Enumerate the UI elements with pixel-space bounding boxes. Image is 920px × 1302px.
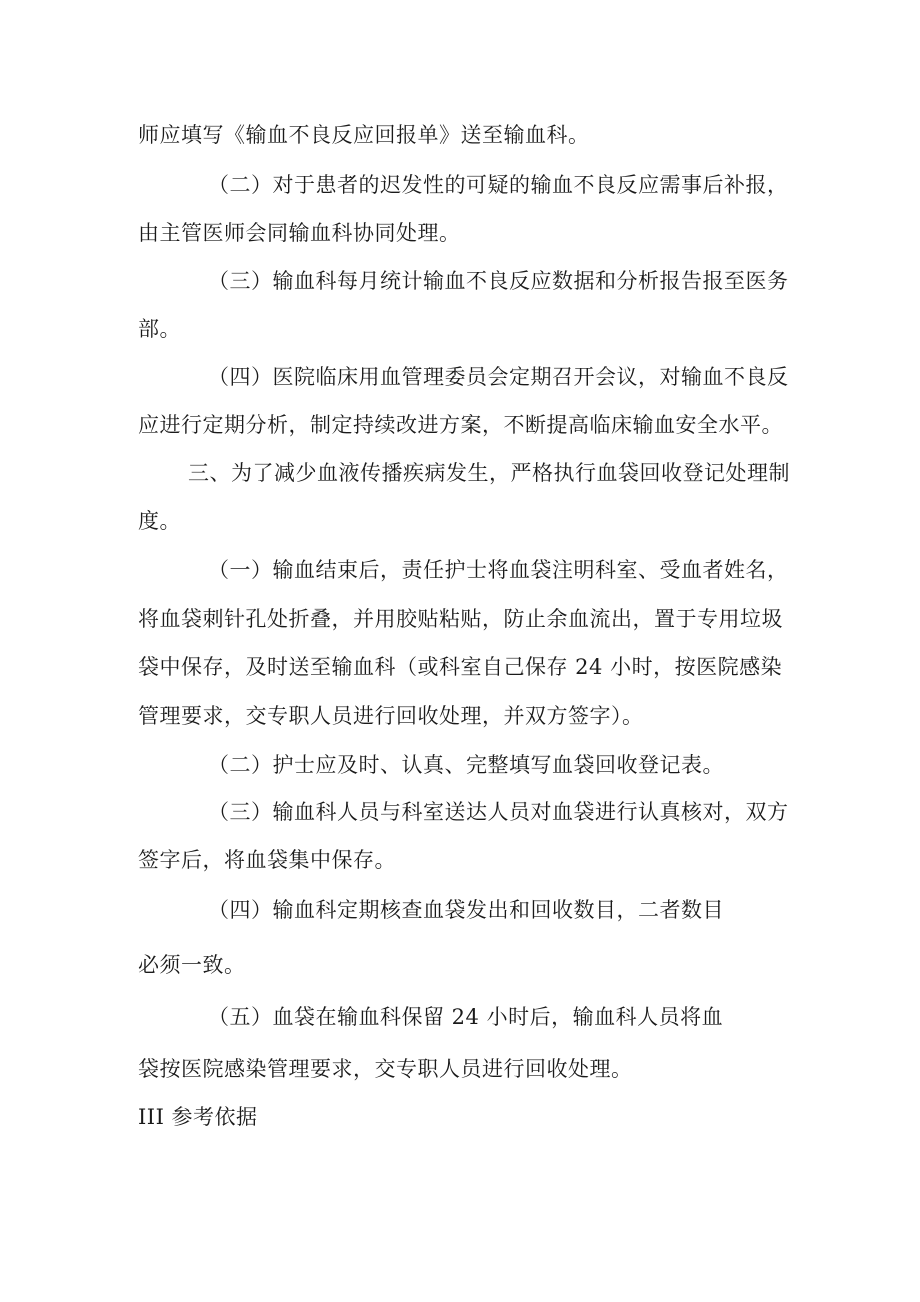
- text-line: 度。: [138, 509, 181, 533]
- text-line: （三）输血科每月统计输血不良反应数据和分析报告报至医务: [208, 269, 789, 293]
- text-line: （五）血袋在输血科保留 24 小时后，输血科人员将血: [208, 1005, 724, 1029]
- text-line: 管理要求，交专职人员进行回收处理，并双方签字）。: [138, 704, 644, 728]
- text-line: 由主管医师会同输血科协同处理。: [138, 221, 461, 245]
- text-line: （三）输血科人员与科室送达人员对血袋进行认真核对，双方: [208, 800, 789, 824]
- text-line: 师应填写《输血不良反应回报单》送至输血科。: [138, 123, 590, 147]
- text-line: 部。: [138, 317, 181, 341]
- text-line: 将血袋刺针孔处折叠，并用胶贴粘贴，防止余血流出，置于专用垃圾: [138, 607, 783, 631]
- text-line: （二）对于患者的迟发性的可疑的输血不良反应需事后补报，: [208, 173, 789, 197]
- text-line: （四）输血科定期核查血袋发出和回收数目，二者数目: [208, 898, 724, 922]
- text-line: 袋按医院感染管理要求，交专职人员进行回收处理。: [138, 1057, 633, 1081]
- text-line: （一）输血结束后，责任护士将血袋注明科室、受血者姓名，: [208, 558, 789, 582]
- text-line: 必须一致。: [138, 953, 246, 977]
- text-line: （四）医院临床用血管理委员会定期召开会议，对输血不良反: [208, 365, 789, 389]
- text-line: （二）护士应及时、认真、完整填写血袋回收登记表。: [208, 753, 724, 777]
- text-line: 应进行定期分析，制定持续改进方案，不断提高临床输血安全水平。: [138, 413, 783, 437]
- text-line: 袋中保存，及时送至输血科（或科室自己保存 24 小时，按医院感染: [138, 655, 783, 679]
- text-line: 签字后，将血袋集中保存。: [138, 848, 396, 872]
- section-heading: 三、为了减少血液传播疾病发生，严格执行血袋回收登记处理制: [188, 461, 790, 485]
- section-heading: III 参考依据: [138, 1105, 258, 1129]
